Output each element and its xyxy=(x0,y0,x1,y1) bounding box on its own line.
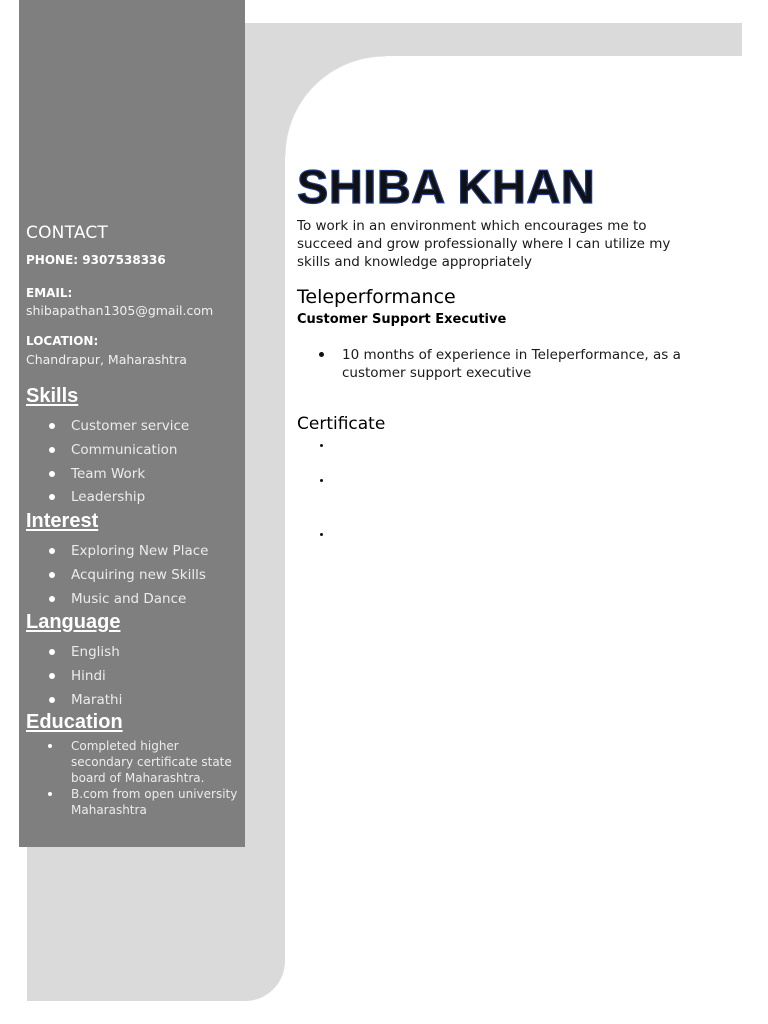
certificate-bullet-icon xyxy=(320,533,323,536)
bullet-icon xyxy=(49,447,55,453)
list-item xyxy=(19,415,239,439)
experience-list xyxy=(300,346,720,382)
location-value: Chandrapur, Maharashtra xyxy=(26,352,187,367)
skills-list xyxy=(19,415,239,510)
language-heading: Language xyxy=(26,611,121,633)
experience-company: Teleperformance xyxy=(297,286,456,308)
certificate-heading: Certificate xyxy=(297,414,386,434)
list-item xyxy=(19,786,241,818)
bullet-icon xyxy=(319,352,324,357)
bullet-icon xyxy=(49,649,55,655)
list-item xyxy=(19,738,241,786)
backdrop-top-band xyxy=(245,23,742,56)
education-heading: Education xyxy=(26,711,123,733)
skill-label: Communication xyxy=(71,441,178,458)
bullet-icon xyxy=(49,596,55,602)
education-label: B.com from open university Maharashtra xyxy=(71,787,238,817)
skills-heading: Skills xyxy=(26,385,79,407)
skill-label: Leadership xyxy=(71,489,146,506)
education-label: Completed higher secondary certificate state board of Maharashtra. xyxy=(71,739,232,785)
contact-heading: CONTACT xyxy=(26,223,109,243)
list-item xyxy=(19,641,239,665)
interest-label: Music and Dance xyxy=(71,590,187,607)
experience-role: Customer Support Executive xyxy=(297,312,507,327)
email-value: shibapathan1305@gmail.com xyxy=(26,303,214,318)
sidebar xyxy=(19,0,245,847)
bullet-icon xyxy=(49,548,55,554)
skill-label: Team Work xyxy=(71,465,146,482)
list-item xyxy=(19,486,239,510)
bullet-icon xyxy=(49,673,55,679)
list-item xyxy=(19,588,239,612)
language-label: English xyxy=(71,644,120,660)
phone-line: PHONE: 9307538336 xyxy=(26,253,166,267)
list-item xyxy=(19,689,239,713)
objective-text: To work in an environment which encourages me to succeed and grow professionally where I can utilize my skills and knowledge appropriately xyxy=(297,218,671,270)
location-label: LOCATION: xyxy=(26,334,99,348)
bullet-icon xyxy=(49,471,55,477)
list-item xyxy=(19,439,239,463)
backdrop-curve xyxy=(285,56,385,156)
certificate-bullet-icon xyxy=(320,444,323,447)
bullet-icon xyxy=(49,697,55,703)
language-label: Hindi xyxy=(71,667,106,684)
list-item xyxy=(19,540,239,564)
list-item xyxy=(19,564,239,588)
bullet-icon xyxy=(48,744,52,748)
candidate-name: SHIBA KHAN xyxy=(297,160,596,213)
skill-label: Customer service xyxy=(71,418,190,434)
bullet-icon xyxy=(49,572,55,578)
bullet-icon xyxy=(49,494,55,500)
email-label: EMAIL: xyxy=(26,286,73,300)
list-item xyxy=(300,346,720,382)
certificate-bullet-icon xyxy=(320,479,323,482)
bullet-icon xyxy=(48,792,52,796)
education-list xyxy=(19,738,241,818)
list-item xyxy=(19,665,239,689)
language-label: Marathi xyxy=(71,691,123,708)
interest-label: Exploring New Place xyxy=(71,543,209,559)
list-item xyxy=(19,463,239,487)
bullet-icon xyxy=(49,423,55,429)
interest-label: Acquiring new Skills xyxy=(71,566,206,583)
interest-heading: Interest xyxy=(26,510,99,532)
interest-list xyxy=(19,540,239,611)
language-list xyxy=(19,641,239,712)
experience-bullet: 10 months of experience in Teleperformance, as a customer support executive xyxy=(342,347,681,381)
